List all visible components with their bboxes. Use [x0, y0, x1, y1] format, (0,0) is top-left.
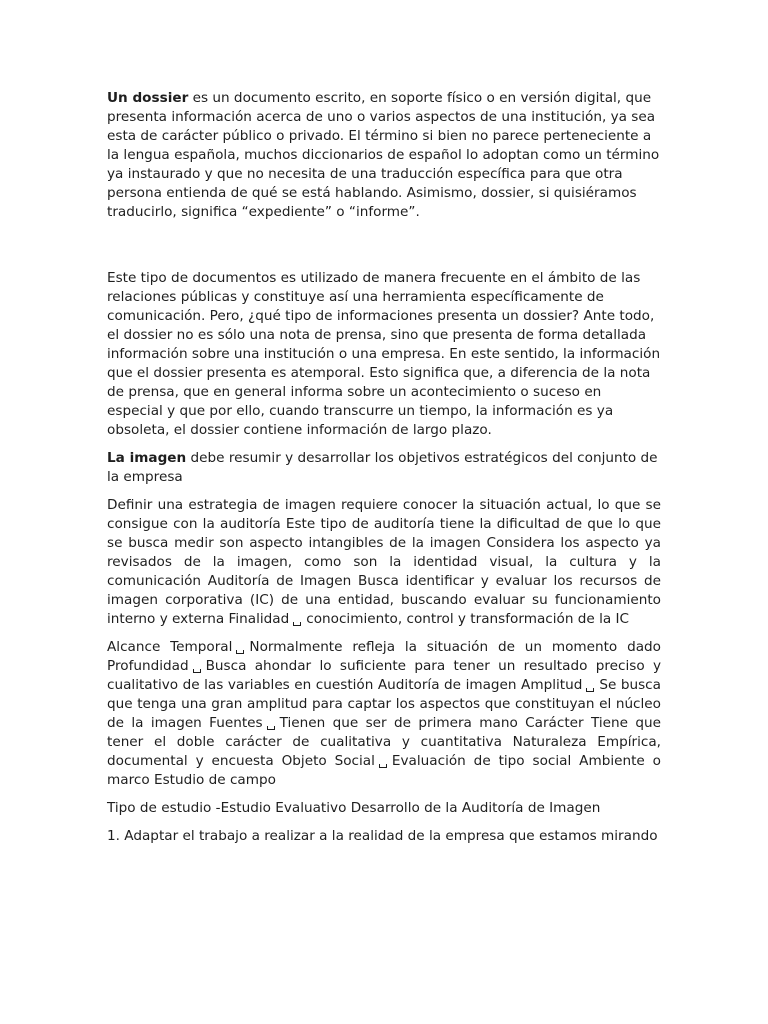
term-un-dossier: Un dossier	[107, 90, 189, 106]
paragraph-dossier-definition	[107, 89, 661, 222]
arrow-symbol-icon	[292, 619, 302, 626]
paragraph-auditoria-attributes	[107, 638, 661, 790]
arrow-symbol-icon	[192, 666, 202, 673]
la-imagen-text: debe resumir y desarrollar los objetivos estratégicos del conjunto de la empresa	[107, 450, 658, 485]
paragraph-dossier-usage: Este tipo de documentos es utilizado de manera frecuente en el ámbito de las relaciones públicas y constituye así una herramienta específicamente de comunicación. Pero, ¿qué tipo de informaciones presenta un dossier? Ante todo, el dossier no es sólo una nota de prensa, sino que presenta de forma detallada información sobre una institución o una empresa. En este sentido, la información que el dossier presenta es atemporal. Esto significa que, a diferencia de la nota de prensa, que en general informa sobre un acontecimiento o suceso en especial y que por ello, cuando transcurre un tiempo, la información es ya obsoleta, el dossier contiene información de largo plazo.	[107, 270, 661, 438]
arrow-symbol-icon	[585, 685, 595, 692]
amplitud-text: Se busca que tenga una gran amplitud para captar los aspectos que constituyan el núcleo de la imagen Fuentes	[107, 677, 661, 731]
objeto-social-text: Evaluación de tipo social Ambiente o marco Estudio de campo	[107, 753, 661, 788]
auditoria-text: Definir una estrategia de imagen requiere conocer la situación actual, lo que se consigue con la auditoría Este tipo de auditoría tiene la dificultad de que lo que se busca medir son aspecto intangibles de la imagen Considera los aspecto ya revisados de la imagen, como son la identidad visual, la cultura y la comunicación Auditoría de Imagen Busca identificar y evaluar los recursos de imagen corporativa (IC) de una entidad, buscando evaluar su funcionamiento interno y externa Finalidad	[107, 497, 661, 627]
finalidad-text: conocimiento, control y transformación de la IC	[306, 611, 630, 627]
fuentes-text: Tienen que ser de primera mano Carácter Tiene que tener el doble carácter de cualitativa y cuantitativa Naturaleza Empírica, documental y encuesta Objeto Social	[107, 715, 661, 769]
paragraph-la-imagen	[107, 449, 661, 487]
arrow-symbol-icon	[235, 647, 245, 654]
paragraph-tipo-estudio: Tipo de estudio -Estudio Evaluativo Desarrollo de la Auditoría de Imagen	[107, 800, 601, 816]
arrow-symbol-icon	[266, 723, 276, 730]
term-la-imagen: La imagen	[107, 450, 187, 466]
paragraph-step-1: 1. Adaptar el trabajo a realizar a la realidad de la empresa que estamos mirando	[107, 828, 658, 844]
profundidad-text: Busca ahondar lo suficiente para tener un resultado preciso y cualitativo de las variables en cuestión Auditoría de imagen Amplitud	[107, 658, 661, 693]
alcance-text: Normalmente refleja la situación de un momento dado Profundidad	[107, 639, 661, 674]
document-body	[107, 89, 661, 846]
arrow-symbol-icon	[378, 761, 388, 768]
paragraph-auditoria	[107, 496, 661, 629]
alcance-label: Alcance Temporal	[107, 639, 233, 655]
dossier-definition-text: es un documento escrito, en soporte físico o en versión digital, que presenta información acerca de uno o varios aspectos de una institución, ya sea esta de carácter público o privado. El término si bien no parece perteneciente a la lengua española, muchos diccionarios de español lo adoptan como un término ya instaurado y que no necesita de una traducción específica para que otra persona entienda de qué se está hablando. Asimismo, dossier, si quisiéramos traducirlo, significa “expediente” o “informe”.	[107, 90, 660, 220]
